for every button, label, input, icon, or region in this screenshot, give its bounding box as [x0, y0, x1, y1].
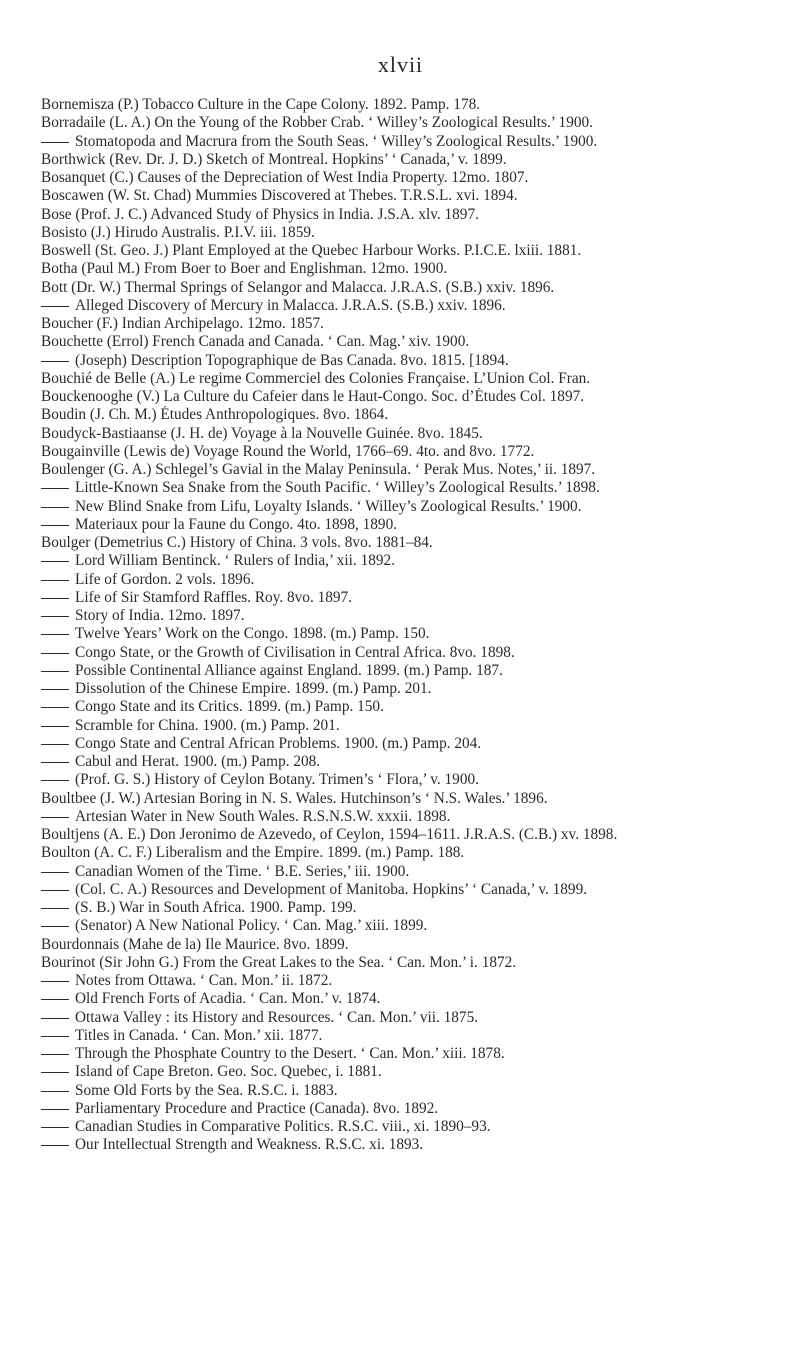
bibliography-entry: Bouchié de Belle (A.) Le regime Commerciel des Colonies Française. L’Union Col. Fran. — [41, 369, 591, 387]
bibliography-entry-continuation: Old French Forts of Acadia. ‘ Can. Mon.’ v. 1874. — [41, 990, 771, 1008]
bibliography-entry-continuation: Island of Cape Breton. Geo. Soc. Quebec, i. 1881. — [41, 1063, 771, 1081]
bibliography-entry: Bouckenooghe (V.) La Culture du Cafeier dans le Haut-Congo. Soc. d’Études Col. 1897. — [41, 388, 585, 405]
bibliography-entry-continuation: Story of India. 12mo. 1897. — [41, 607, 771, 625]
bibliography-list — [41, 96, 771, 1155]
bibliography-entry-continuation: (S. B.) War in South Africa. 1900. Pamp. 199. — [41, 899, 771, 917]
bibliography-entry: Borthwick (Rev. Dr. J. D.) Sketch of Montreal. Hopkins’ ‘ Canada,’ v. 1899. — [41, 150, 507, 168]
bibliography-entry-continuation: New Blind Snake from Lifu, Loyalty Islands. ‘ Willey’s Zoological Results.’ 1900. — [41, 498, 771, 516]
bibliography-entry: Bornemisza (P.) Tobacco Culture in the Cape Colony. 1892. Pamp. 178. — [41, 96, 481, 113]
bibliography-entry-continuation: Life of Sir Stamford Raffles. Roy. 8vo. 1897. — [41, 589, 771, 607]
bibliography-entry-continuation: (Joseph) Description Topographique de Bas Canada. 8vo. 1815. [1894. — [41, 352, 771, 370]
bibliography-entry: Boulenger (G. A.) Schlegel’s Gavial in the Malay Peninsula. ‘ Perak Mus. Notes,’ ii. 1897. — [41, 461, 596, 478]
bibliography-entry: Borradaile (L. A.) On the Young of the Robber Crab. ‘ Willey’s Zoological Results.’ 1900. — [41, 114, 593, 132]
bibliography-entry-continuation: Artesian Water in New South Wales. R.S.N.S.W. xxxii. 1898. — [41, 808, 771, 826]
bibliography-entry: Boscawen (W. St. Chad) Mummies Discovered at Thebes. T.R.S.L. xvi. 1894. — [41, 187, 518, 205]
bibliography-entry-continuation: Twelve Years’ Work on the Congo. 1898. (m.) Pamp. 150. — [41, 625, 771, 643]
bibliography-entry-continuation: Lord William Bentinck. ‘ Rulers of India,’ xii. 1892. — [41, 552, 771, 570]
bibliography-entry: Bougainville (Lewis de) Voyage Round the World, 1766–69. 4to. and 8vo. 1772. — [41, 442, 535, 460]
bibliography-entry: Boulton (A. C. F.) Liberalism and the Empire. 1899. (m.) Pamp. 188. — [41, 844, 465, 862]
bibliography-entry-continuation: Stomatopoda and Macrura from the South Seas. ‘ Willey’s Zoological Results.’ 1900. — [41, 133, 771, 151]
bibliography-entry-continuation: Little-Known Sea Snake from the South Pacific. ‘ Willey’s Zoological Results.’ 1898. — [41, 479, 771, 497]
bibliography-entry-continuation: Scramble for China. 1900. (m.) Pamp. 201. — [41, 717, 771, 735]
bibliography-entry-continuation: Canadian Studies in Comparative Politics. R.S.C. viii., xi. 1890–93. — [41, 1118, 771, 1136]
bibliography-entry-continuation: Cabul and Herat. 1900. (m.) Pamp. 208. — [41, 753, 771, 771]
bibliography-entry-continuation: Ottawa Valley : its History and Resources. ‘ Can. Mon.’ vii. 1875. — [41, 1009, 771, 1027]
bibliography-entry-continuation: Titles in Canada. ‘ Can. Mon.’ xii. 1877. — [41, 1027, 771, 1045]
bibliography-entry-continuation: Through the Phosphate Country to the Desert. ‘ Can. Mon.’ xiii. 1878. — [41, 1045, 771, 1063]
bibliography-entry: Bosanquet (C.) Causes of the Depreciation of West India Property. 12mo. 1807. — [41, 169, 529, 186]
bibliography-entry: Bouchette (Errol) French Canada and Canada. ‘ Can. Mag.’ xiv. 1900. — [41, 333, 470, 351]
bibliography-entry-continuation: Dissolution of the Chinese Empire. 1899. (m.) Pamp. 201. — [41, 680, 771, 698]
bibliography-entry-continuation: Alleged Discovery of Mercury in Malacca. J.R.A.S. (S.B.) xxiv. 1896. — [41, 297, 771, 315]
bibliography-entry: Boultbee (J. W.) Artesian Boring in N. S. Wales. Hutchinson’s ‘ N.S. Wales.’ 1896. — [41, 789, 548, 807]
bibliography-entry: Boudyck-Bastiaanse (J. H. de) Voyage à la Nouvelle Guinée. 8vo. 1845. — [41, 424, 483, 442]
bibliography-entry: Boulger (Demetrius C.) History of China. 3 vols. 8vo. 1881–84. — [41, 534, 433, 551]
bibliography-entry-continuation: Parliamentary Procedure and Practice (Canada). 8vo. 1892. — [41, 1100, 771, 1118]
bibliography-entry: Bose (Prof. J. C.) Advanced Study of Physics in India. J.S.A. xlv. 1897. — [41, 205, 479, 223]
bibliography-entry-continuation: Life of Gordon. 2 vols. 1896. — [41, 571, 771, 589]
bibliography-entry-continuation: (Prof. G. S.) History of Ceylon Botany. Trimen’s ‘ Flora,’ v. 1900. — [41, 771, 771, 789]
bibliography-entry: Boucher (F.) Indian Archipelago. 12mo. 1857. — [41, 315, 324, 332]
bibliography-entry-continuation: (Col. C. A.) Resources and Development of Manitoba. Hopkins’ ‘ Canada,’ v. 1899. — [41, 881, 771, 899]
bibliography-entry-continuation: Our Intellectual Strength and Weakness. R.S.C. xi. 1893. — [41, 1136, 771, 1154]
bibliography-entry-continuation: Congo State and Central African Problems. 1900. (m.) Pamp. 204. — [41, 735, 771, 753]
bibliography-entry-continuation: Canadian Women of the Time. ‘ B.E. Series,’ iii. 1900. — [41, 863, 771, 881]
bibliography-entry-continuation: Congo State and its Critics. 1899. (m.) Pamp. 150. — [41, 698, 771, 716]
bibliography-entry-continuation: (Senator) A New National Policy. ‘ Can. Mag.’ xiii. 1899. — [41, 917, 771, 935]
bibliography-entry-continuation: Materiaux pour la Faune du Congo. 4to. 1898, 1890. — [41, 516, 771, 534]
bibliography-entry: Bourinot (Sir John G.) From the Great Lakes to the Sea. ‘ Can. Mon.’ i. 1872. — [41, 953, 517, 971]
bibliography-entry: Bourdonnais (Mahe de la) Ile Maurice. 8vo. 1899. — [41, 935, 349, 953]
page-number: xlvii — [377, 52, 424, 77]
bibliography-entry: Boultjens (A. E.) Don Jeronimo de Azevedo, of Ceylon, 1594–1611. J.R.A.S. (C.B.) xv. 1898. — [41, 826, 618, 843]
bibliography-entry-continuation: Congo State, or the Growth of Civilisation in Central Africa. 8vo. 1898. — [41, 644, 771, 662]
bibliography-entry-continuation: Some Old Forts by the Sea. R.S.C. i. 1883. — [41, 1082, 771, 1100]
bibliography-entry-continuation: Possible Continental Alliance against England. 1899. (m.) Pamp. 187. — [41, 662, 771, 680]
bibliography-entry-continuation: Notes from Ottawa. ‘ Can. Mon.’ ii. 1872. — [41, 972, 771, 990]
bibliography-entry: Bott (Dr. W.) Thermal Springs of Selangor and Malacca. J.R.A.S. (S.B.) xxiv. 1896. — [41, 278, 555, 296]
bibliography-entry: Botha (Paul M.) From Boer to Boer and Englishman. 12mo. 1900. — [41, 260, 448, 278]
bibliography-entry: Boudin (J. Ch. M.) Études Anthropologiques. 8vo. 1864. — [41, 406, 389, 424]
bibliography-entry: Boswell (St. Geo. J.) Plant Employed at the Quebec Harbour Works. P.I.C.E. lxiii. 1881. — [41, 242, 582, 259]
bibliography-entry: Bosisto (J.) Hirudo Australis. P.I.V. iii. 1859. — [41, 223, 315, 241]
